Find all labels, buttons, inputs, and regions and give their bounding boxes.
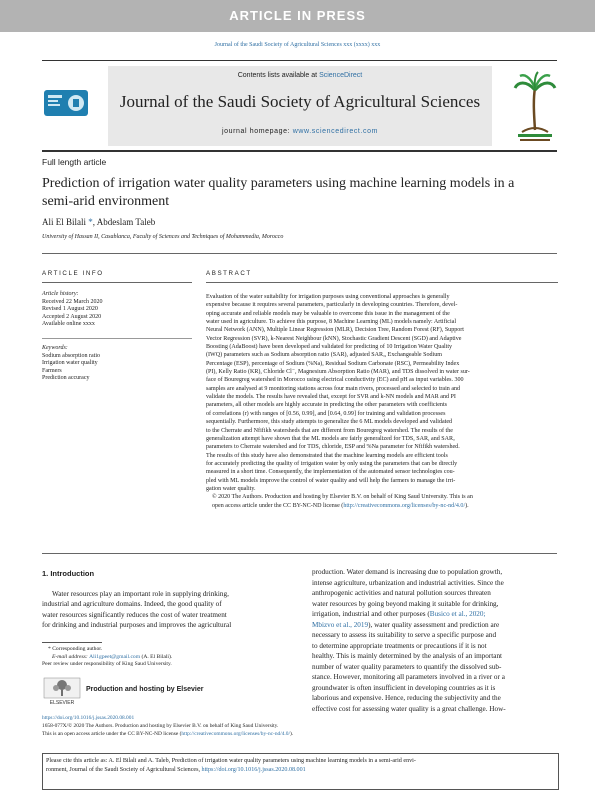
article-info-heading: ARTICLE INFO (42, 270, 104, 277)
oa-suffix: ). (289, 730, 294, 737)
homepage-prefix: journal homepage: (221, 128, 293, 135)
body-line: necessary to assess its suitability to serve a specific purpose and (312, 631, 497, 639)
keyword: Prediction accuracy (42, 375, 90, 382)
corresponding-author-note: * Corresponding author. (48, 646, 103, 652)
body-line: Water resources play an important role in supplying drinking, (52, 589, 229, 598)
abstract-line: Evaluation of the water suitability for irrigation purposes using conventional approaches is generally (206, 294, 450, 300)
abstract-heading: ABSTRACT (206, 270, 252, 277)
citation-box (42, 753, 559, 790)
copyright-prefix: open access article under the CC BY-NC-ND license ( (212, 502, 344, 509)
affiliation: University of Hassan II, Casablanca, Faculty of Sciences and Techniques of Mohammedia, Morocco (42, 234, 284, 240)
oa-prefix: This is an open access article under the CC BY-NC-ND license ( (42, 730, 182, 737)
keyword: Farmers (42, 367, 62, 374)
abstract-line: sequentially. Furthermore, this study attempts to generalize the 6 ML models developed and validated (206, 419, 453, 426)
abstract-line: pled with ML models improve the control of water quality and will help the farmers to manage the irri- (206, 477, 456, 484)
copyright-suffix: ). (465, 502, 469, 509)
abstract-line: to the Cherrate and Nfifikh watersheds that are different from Bouregreg watershed. The results of the (206, 427, 453, 434)
info-divider (42, 338, 192, 339)
citation-link[interactable]: Mbizvo et al., 2019 (312, 620, 369, 629)
body-line: number of water quality parameters to quantify the dissolved sub- (312, 662, 502, 671)
abstract-line: generalization attempt have shown that the ML models are fairly generalized for TDS, SAR, and SARₐ (206, 435, 455, 442)
masthead-title-box (108, 66, 492, 146)
abstract-line: gation water quality. (206, 485, 256, 492)
ref-prefix: irrigation, industrial and other purposes ( (312, 610, 430, 618)
body-line: anthropogenic activities and natural pollution sources threaten (312, 589, 491, 597)
body-line: water resources significantly reduces the cost of water treatment (42, 610, 227, 619)
body-line: groundwater is often insufficient in developing countries as it is (312, 683, 496, 692)
history-item: Revised 1 August 2020 (42, 306, 98, 313)
abstract-line: oping accurate and reliable models may be valuable to overcome this issue in the management of the (206, 310, 450, 317)
keywords (42, 345, 192, 383)
abstract-line: face of Bouregreg watershed in Morocco using electrical conductivity (EC) and pH as input variables. 300 (206, 377, 464, 384)
journal-title: Journal of the Saudi Society of Agricultural Sciences (119, 92, 481, 111)
footnote-rule (42, 642, 102, 643)
body-line: laborious and expensive. Hence, reducing the subjectivity and the (312, 694, 501, 702)
abstract-line: Vector Regression (SVR), k-Nearest Neighbour (kNN), Stochastic Gradient Descent (SGD) and Adaptive (206, 335, 462, 342)
intro-right-column (312, 567, 558, 714)
abstract-line: water used in agriculture. To achieve this purpose, 8 Machine Learning (ML) models namely: Artificial (206, 319, 456, 326)
journal-homepage-line (108, 128, 492, 135)
body-line: for drinking and industrial purposes and improves the agricultural (42, 621, 232, 629)
open-access-line (42, 731, 557, 739)
keyword: Irrigation water quality (42, 360, 98, 367)
abstract-line: (IWQ) parameters such as Sodium absorption ratio (SAR), adjusted SARₐ, Exchangeable Sodium (206, 352, 442, 359)
body-line: effective cost for assessing water quality is a great challenge. How- (312, 704, 506, 713)
article-in-press-banner: ARTICLE IN PRESS (0, 0, 595, 32)
keyword: Sodium absorption ratio (42, 352, 100, 359)
footnotes (42, 646, 288, 669)
abstract-line: The results of this study have also demonstrated that the machine learning models are efficient tools (206, 452, 448, 459)
author-2[interactable]: , Abdeslam Taleb (92, 217, 156, 227)
email-label: E-mail address: (52, 653, 90, 660)
journal-masthead (42, 66, 557, 148)
elsevier-logo-text: ELSEVIER (49, 700, 75, 705)
email-suffix: (A. El Bilali). (140, 653, 173, 660)
sciencedirect-link[interactable]: ScienceDirect (319, 72, 363, 79)
bottom-publication-info (42, 715, 557, 738)
intro-heading: 1. Introduction (42, 569, 95, 578)
ref-suffix: ), water quality assessment and prediction are (368, 620, 500, 629)
author-list (42, 217, 155, 227)
abstract-line: samples are analysed at 9 monitoring stations across four main rivers, processed and selected to train and (206, 385, 461, 392)
abstract-bottom-rule (42, 553, 557, 554)
article-info-rule (42, 282, 192, 283)
contents-prefix: Contents lists available at (237, 72, 320, 79)
body-line: water resources by going beyond making it suitable for drinking, (312, 599, 499, 608)
abstract-line: of correlations (r) with ranges of [0.56, 0.99], and [0.64, 0.99] for training and validation processes (206, 410, 446, 417)
society-logo-icon (512, 70, 558, 144)
elsevier-tree-icon (42, 677, 82, 705)
abstract-line: parameters, all other models are highly accurate in predicting the other parameters with coefficients (206, 402, 447, 409)
email-link[interactable]: Ali1gpeet@gmail.com (89, 653, 141, 660)
abstract-line: measured in a short time. Consequently, the implementation of the automated sensor technologies cou- (206, 469, 455, 476)
body-line: to determine appropriate treatments or precautions if it is not (312, 641, 487, 650)
body-line: industrial and agriculture domains. Indeed, the good quality of (42, 600, 222, 608)
abstract-line: for accurately predicting the quality of irrigation water by only using the parameters that can be directly (206, 460, 458, 467)
homepage-link[interactable]: www.sciencedirect.com (292, 128, 379, 135)
abstract-line: Boosting (AdaBoost) have been developed and validated for predicting of 10 Irrigation Water Quality (206, 344, 453, 351)
abstract-rule (206, 282, 558, 283)
cite-line: Please cite this article as: A. El Bilali and A. Taleb, Prediction of irrigation water quality parameters using machine learning models in a semi-arid envi- (46, 758, 416, 764)
abstract-text (206, 293, 558, 510)
copyright-line (206, 502, 558, 510)
corresponding-author-mark[interactable]: * (86, 217, 93, 227)
production-text: Production and hosting by Elsevier (86, 686, 204, 693)
author-1[interactable]: Ali El Bilali (42, 217, 86, 227)
article-title: Prediction of irrigation water quality parameters using machine learning models in a semi-arid environment (42, 176, 515, 209)
journal-reference-link[interactable]: Journal of the Saudi Society of Agricultural Sciences xxx (xxxx) xxx (214, 42, 381, 48)
cite-prefix: ronment, Journal of the Saudi Society of Agricultural Sciences, (46, 766, 202, 773)
history-item: Accepted 2 August 2020 (42, 313, 102, 320)
history-label: Article history: (42, 291, 79, 297)
abstract-line: parameters to Cherrate watershed and for TDS, chloride, ESP and %Na parameter for Nfifikh watershed. (206, 444, 460, 451)
copyright-line: © 2020 The Authors. Production and hosting by Elsevier B.V. on behalf of King Saud University. This is an (212, 494, 473, 501)
section-rule (42, 253, 557, 254)
abstract-line: expensive because it requires several parameters, particularly in developing countries. Therefore, devel- (206, 302, 458, 309)
history-item: Available online xxxx (42, 321, 95, 328)
header-rule-bottom (42, 150, 557, 152)
abstract-line: Percentage (ESP), percentage of Sodium (%Na), Residual Sodium Carbonate (RSC), Permeability Index (206, 360, 460, 367)
peer-review-note: Peer review under responsibility of King Saud University. (42, 661, 172, 668)
doi-link[interactable]: https://doi.org/10.1016/j.jssas.2020.08.001 (42, 715, 135, 721)
body-line (312, 609, 558, 620)
body-line: intense agriculture, urbanization and industrial activities. Since the (312, 578, 504, 587)
body-line: healthy. This is mainly determined by the analysis of an important (312, 652, 503, 660)
abstract-line: validate the models. The results have revealed that, except for SVR and k-NN models and MAR and PI (206, 394, 456, 401)
article-type: Full length article (42, 157, 107, 167)
article-history (42, 291, 192, 329)
cite-doi-link[interactable]: https://doi.org/10.1016/j.jssas.2020.08.001 (201, 766, 306, 773)
citation-link[interactable]: Busico et al., 2020; (429, 610, 486, 618)
intro-left-column (42, 569, 288, 631)
abstract-line: Neural Network (ANN), Multiple Linear Regression (MLR), Decision Tree, Random Forest (RF), Support (206, 327, 464, 334)
body-line (312, 620, 558, 631)
issn-line: 1658-077X/© 2020 The Authors. Production and hosting by Elsevier B.V. on behalf of King Saud University. (42, 722, 279, 729)
production-hosting-banner (42, 677, 288, 705)
abstract-line: (PI), Kelly Ratio (KR), Chloride Cl⁻, Magnesium Absorption Ratio (MAR), and TDS dissolved in water sur- (206, 369, 470, 376)
keywords-label: Keywords: (42, 345, 68, 351)
publisher-logo-icon (42, 86, 90, 120)
license-link[interactable]: http://creativecommons.org/licenses/by-nc-nd/4.0/ (343, 502, 466, 509)
contents-available-line (108, 72, 492, 79)
oa-license-link[interactable]: http://creativecommons.org/licenses/by-nc-nd/4.0/ (181, 730, 290, 737)
body-line: production. Water demand is increasing due to population growth, (312, 568, 503, 576)
history-item: Received 22 March 2020 (42, 298, 103, 305)
body-line: stance. However, monitoring all parameters involved in a river or a (312, 673, 505, 681)
cite-line (46, 766, 555, 775)
header-rule-top (42, 60, 557, 61)
